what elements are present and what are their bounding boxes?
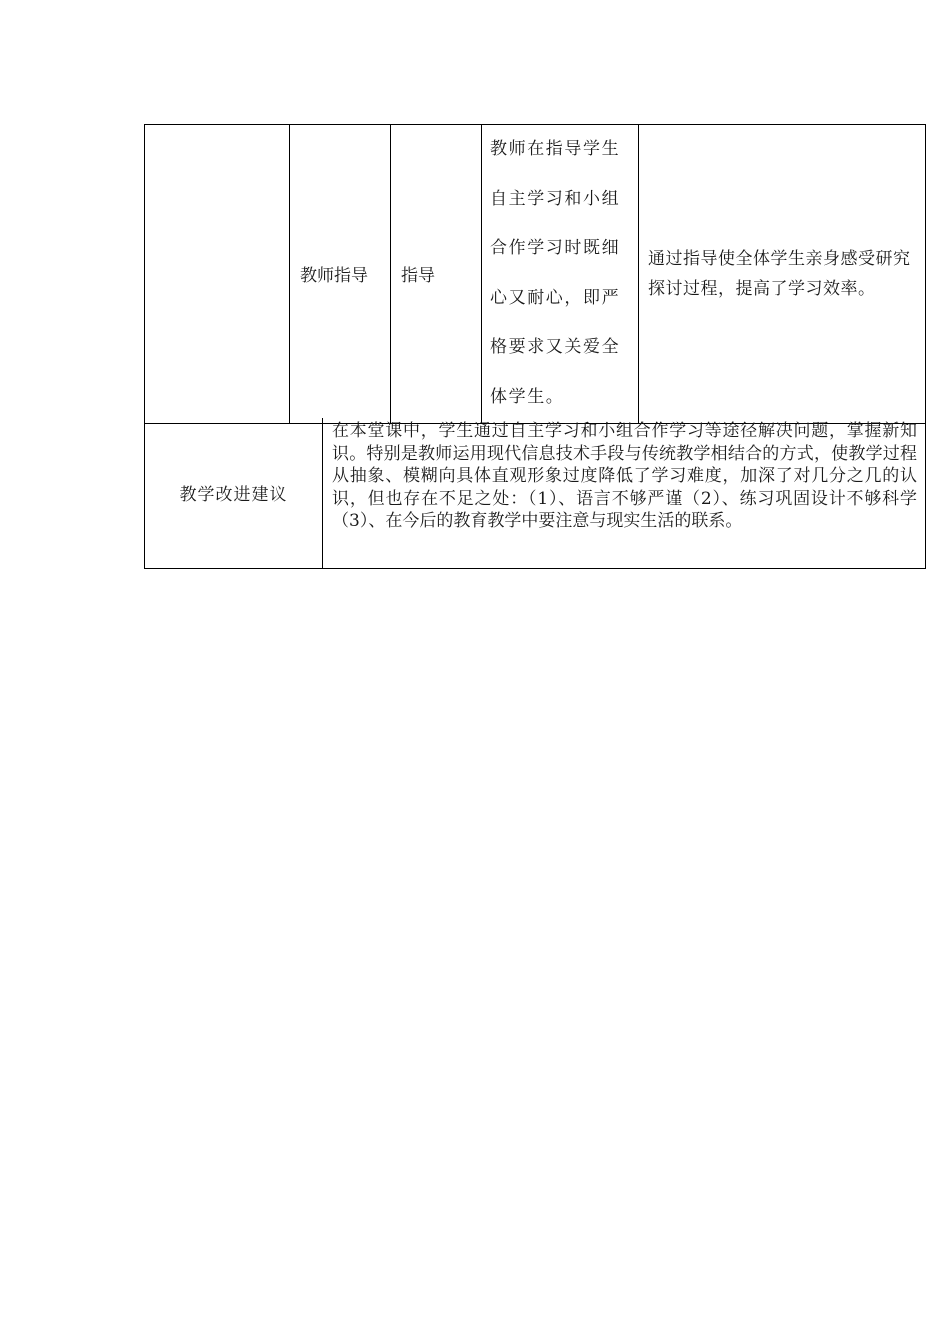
effect-cell: 通过指导使全体学生亲身感受研究探讨过程，提高了学习效率。 (639, 125, 926, 424)
teacher-guidance-cell: 教师指导 (290, 125, 391, 424)
improvement-paragraph: 在本堂课中，学生通过自主学习和小组合作学习等途径解决问题，掌握新知识。特别是教师运用现代信息技术手段与传统教学相结合的方式，使教学过程从抽象、模糊向具体直观形象过度降低了学习难度，加深了对几分之几的认识，但也存在不足之处：（1）、语言不够严谨（2）、练习巩固设计不够科学（3）、在今后的教育教学中要注意与现实生活的联系。 (323, 418, 926, 568)
improvement-table (144, 418, 926, 569)
teacher-behavior-cell: 教师在指导学生自主学习和小组合作学习时既细心又耐心，即严格要求又关爱全体学生。 (482, 125, 639, 424)
guidance-cell: 指导 (391, 125, 482, 424)
lesson-table-top (144, 124, 926, 424)
empty-cell (145, 125, 290, 424)
improvement-label: 教学改进建议 (145, 418, 323, 568)
